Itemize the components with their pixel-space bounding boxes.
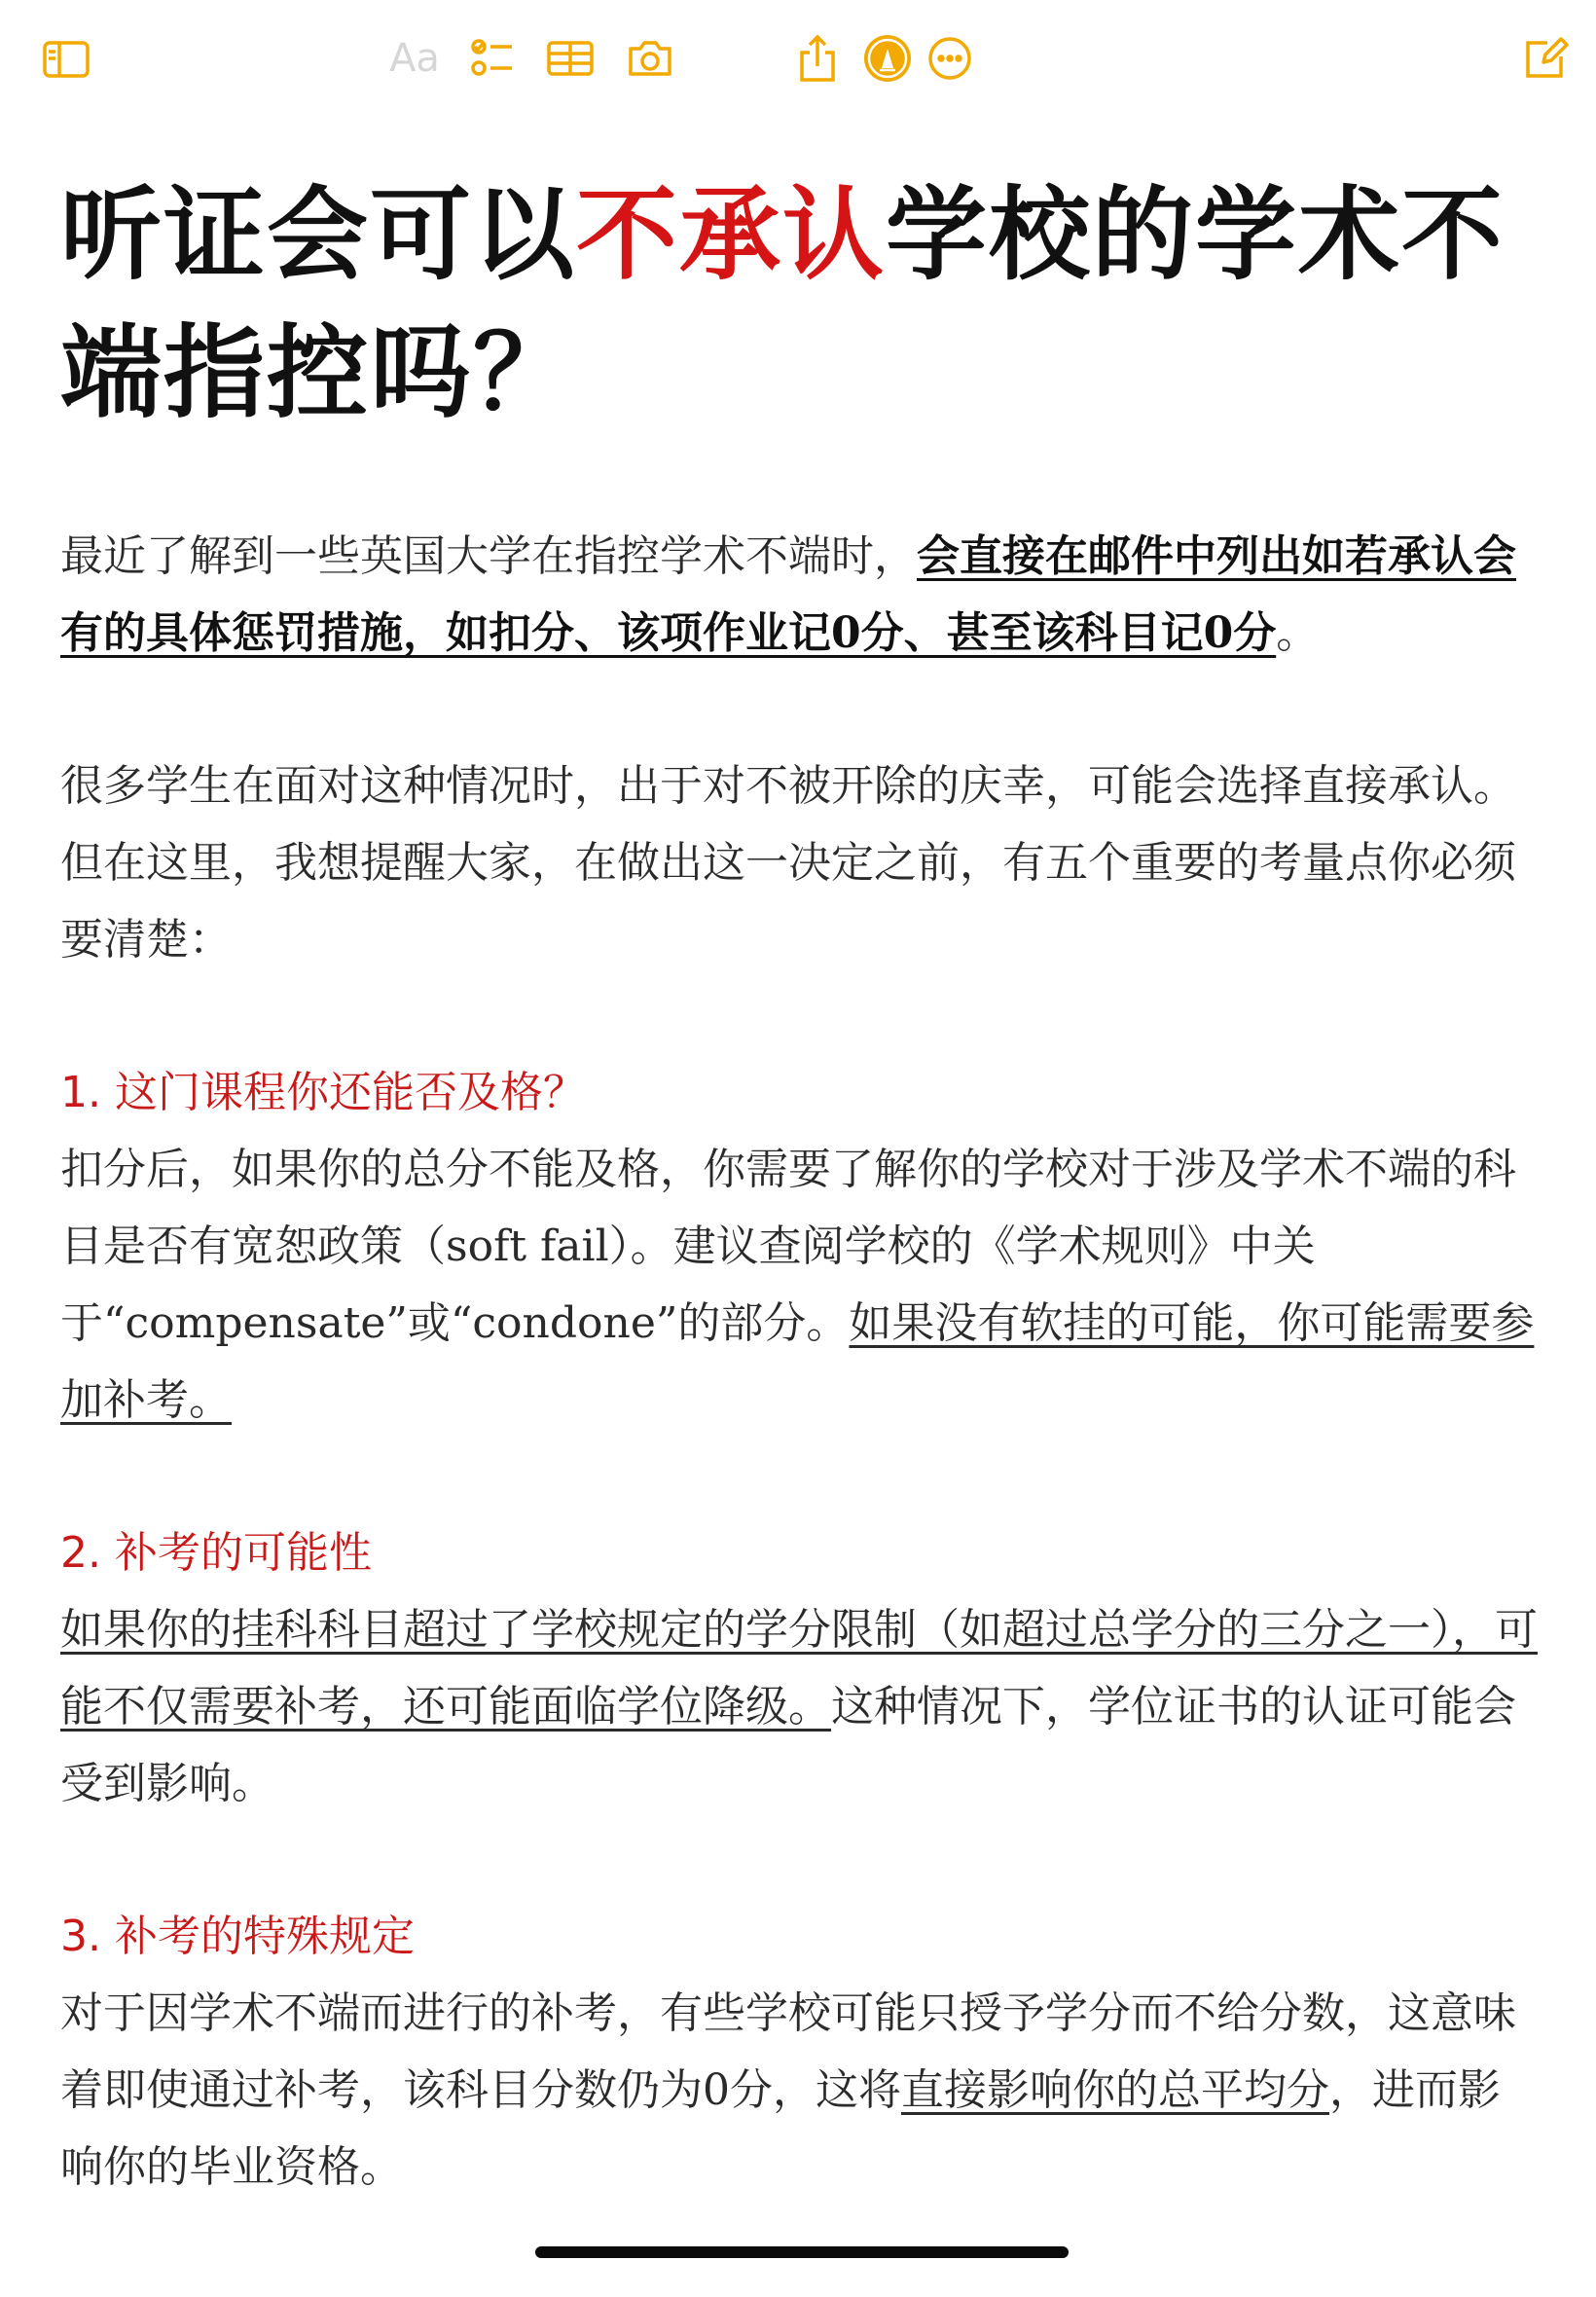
- intro-underlined: 会直接在邮件中列出如若承认会有的具体惩罚措施，如扣分、该项作业记0分、甚至该科目记0分: [60, 531, 1516, 658]
- title-part-1: 听证会可以: [60, 175, 577, 294]
- intro-plain: 最近了解到一些英国大学在指控学术不端时，: [60, 531, 917, 581]
- section3-body: [60, 1975, 1540, 2206]
- markup-pen-icon[interactable]: [860, 31, 915, 86]
- format-label: Aa: [389, 36, 440, 81]
- note-body[interactable]: [60, 165, 1540, 2206]
- section3-plain-after: ，进而影响你的毕业资格。: [60, 2065, 1501, 2192]
- section3-heading: 3. 补考的特殊规定: [60, 1912, 415, 1961]
- compose-icon[interactable]: [1518, 31, 1573, 86]
- note-title: [60, 165, 1540, 442]
- section2-body: [60, 1591, 1540, 1822]
- intro-paragraph: [60, 518, 1540, 672]
- section1-body: [60, 1131, 1540, 1439]
- section3-plain-before: 对于因学术不端而进行的补考，有些学校可能只授予学分而不给分数，这意味着即使通过补考，该科目分数仍为0分，这将: [60, 1988, 1516, 2115]
- second-paragraph: 很多学生在面对这种情况时，出于对不被开除的庆幸，可能会选择直接承认。但在这里，我想提醒大家，在做出这一决定之前，有五个重要的考量点你必须要清楚：: [60, 761, 1516, 965]
- notes-toolbar: [0, 0, 1596, 117]
- section1-underlined: 如果没有软挂的可能，你可能需要参加补考。: [60, 1298, 1535, 1425]
- home-indicator[interactable]: [535, 2246, 1069, 2258]
- share-icon[interactable]: [790, 31, 845, 86]
- title-highlight: 不承认: [576, 175, 887, 294]
- format-button[interactable]: [387, 31, 442, 86]
- table-icon[interactable]: [543, 31, 598, 86]
- intro-end: 。: [1276, 608, 1320, 658]
- title-part-2: 学校的学术不端指控吗？: [60, 175, 1505, 432]
- checklist-icon[interactable]: [465, 31, 520, 86]
- section3-underlined: 直接影响你的总平均分: [901, 2065, 1329, 2115]
- ellipsis-icon[interactable]: [923, 31, 977, 86]
- sidebar-icon[interactable]: [39, 31, 93, 86]
- section1-heading: 1. 这门课程你还能否及格？: [60, 1068, 586, 1117]
- section2-heading: 2. 补考的可能性: [60, 1528, 372, 1578]
- section2-underlined: 如果你的挂科科目超过了学校规定的学分限制（如超过总学分的三分之一），可能不仅需要补考，还可能面临学位降级。: [60, 1605, 1538, 1732]
- camera-icon[interactable]: [623, 31, 677, 86]
- section2-plain: 这种情况下，学位证书的认证可能会受到影响。: [60, 1682, 1516, 1808]
- section1-plain: 扣分后，如果你的总分不能及格，你需要了解你的学校对于涉及学术不端的科目是否有宽恕政策（soft fail）。建议查阅学校的《学术规则》中关于“compensate”或“condone”的部分。: [60, 1145, 1516, 1348]
